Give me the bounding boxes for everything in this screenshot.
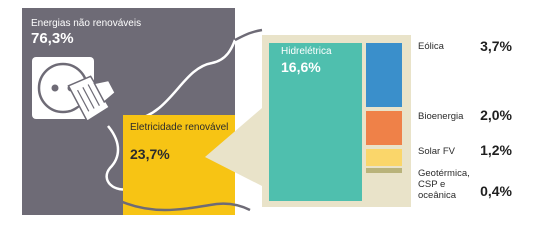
hydro-label: Hidrelétrica — [281, 46, 332, 57]
legend-geo-value: 0,4% — [480, 183, 512, 199]
legend-geo-label: Geotérmica, CSP e oceânica — [418, 168, 470, 201]
legend-solar-label: Solar FV — [418, 146, 455, 157]
tile-bio — [366, 111, 402, 145]
nonrenewable-value: 76,3% — [31, 30, 74, 47]
legend-solar-value: 1,2% — [480, 142, 512, 158]
legend-wind-value: 3,7% — [480, 38, 512, 54]
tile-solar — [366, 149, 402, 166]
tile-wind — [366, 43, 402, 107]
legend-bio-label: Bioenergia — [418, 111, 464, 122]
renewable-label: Eletricidade renovável — [130, 122, 229, 133]
hydro-value: 16,6% — [281, 59, 321, 75]
renewable-value: 23,7% — [130, 146, 170, 162]
legend-bio-value: 2,0% — [480, 107, 512, 123]
legend-wind-label: Eólica — [418, 41, 444, 52]
tile-geo — [366, 168, 402, 173]
nonrenewable-label: Energias não renováveis — [31, 18, 142, 29]
